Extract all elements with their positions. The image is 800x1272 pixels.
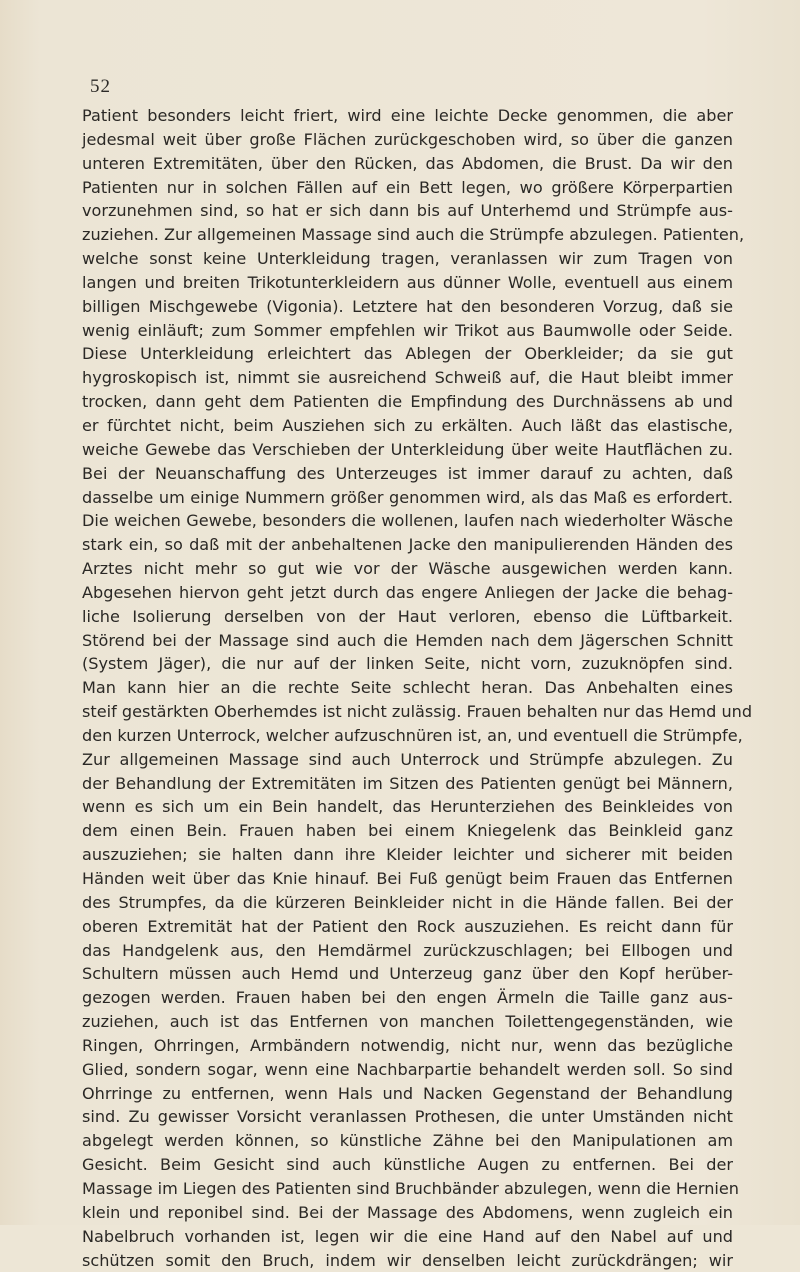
text-line: dem einen Bein. Frauen haben bei einem Kniegelenk das Beinkleid ganz xyxy=(82,819,733,843)
text-line: er fürchtet nicht, beim Ausziehen sich zu erkälten. Auch läßt das elastische, xyxy=(82,414,733,438)
text-line: Gesicht. Beim Gesicht sind auch künstliche Augen zu entfernen. Bei der xyxy=(82,1153,733,1177)
text-line: den kurzen Unterrock, welcher aufzuschnüren ist, an, und eventuell die Strümpfe, xyxy=(82,724,733,748)
text-line: gezogen werden. Frauen haben bei den engen Ärmeln die Taille ganz aus- xyxy=(82,986,733,1010)
text-line: der Behandlung der Extremitäten im Sitzen des Patienten genügt bei Männern, xyxy=(82,772,733,796)
text-line: Massage im Liegen des Patienten sind Bruchbänder abzulegen, wenn die Hernien xyxy=(82,1177,733,1201)
text-line: Patienten nur in solchen Fällen auf ein Bett legen, wo größere Körperpartien xyxy=(82,176,733,200)
text-line: liche Isolierung derselben von der Haut verloren, ebenso die Lüftbarkeit. xyxy=(82,605,733,629)
body-text xyxy=(82,104,733,1272)
text-line: Ringen, Ohrringen, Armbändern notwendig, nicht nur, wenn das bezügliche xyxy=(82,1034,733,1058)
text-line: Die weichen Gewebe, besonders die wollenen, laufen nach wiederholter Wäsche xyxy=(82,509,733,533)
text-line: Zur allgemeinen Massage sind auch Unterrock und Strümpfe abzulegen. Zu xyxy=(82,748,733,772)
text-line: des Strumpfes, da die kürzeren Beinkleider nicht in die Hände fallen. Bei der xyxy=(82,891,733,915)
text-line: zuziehen, auch ist das Entfernen von manchen Toilettengegenständen, wie xyxy=(82,1010,733,1034)
text-line: langen und breiten Trikotunterkleidern aus dünner Wolle, eventuell aus einem xyxy=(82,271,733,295)
text-line: abgelegt werden können, so künstliche Zähne bei den Manipulationen am xyxy=(82,1129,733,1153)
text-line: auszuziehen; sie halten dann ihre Kleider leichter und sicherer mit beiden xyxy=(82,843,733,867)
text-line: welche sonst keine Unterkleidung tragen, veranlassen wir zum Tragen von xyxy=(82,247,733,271)
text-line: klein und reponibel sind. Bei der Massage des Abdomens, wenn zugleich ein xyxy=(82,1201,733,1225)
text-line: stark ein, so daß mit der anbehaltenen Jacke den manipulierenden Händen des xyxy=(82,533,733,557)
text-line: hygroskopisch ist, nimmt sie ausreichend Schweiß auf, die Haut bleibt immer xyxy=(82,366,733,390)
text-line: wenn es sich um ein Bein handelt, das Herunterziehen des Beinkleides von xyxy=(82,795,733,819)
text-line: Schultern müssen auch Hemd und Unterzeug ganz über den Kopf herüber- xyxy=(82,962,733,986)
text-line: steif gestärkten Oberhemdes ist nicht zulässig. Frauen behalten nur das Hemd und xyxy=(82,700,733,724)
text-line: Störend bei der Massage sind auch die Hemden nach dem Jägerschen Schnitt xyxy=(82,629,733,653)
text-line: oberen Extremität hat der Patient den Rock auszuziehen. Es reicht dann für xyxy=(82,915,733,939)
text-line: jedesmal weit über große Flächen zurückgeschoben wird, so über die ganzen xyxy=(82,128,733,152)
text-line: sind. Zu gewisser Vorsicht veranlassen Prothesen, die unter Umständen nicht xyxy=(82,1105,733,1129)
text-line: wenig einläuft; zum Sommer empfehlen wir Trikot aus Baumwolle oder Seide. xyxy=(82,319,733,343)
text-line: das Handgelenk aus, den Hemdärmel zurückzuschlagen; bei Ellbogen und xyxy=(82,939,733,963)
text-line: Händen weit über das Knie hinauf. Bei Fuß genügt beim Frauen das Entfernen xyxy=(82,867,733,891)
text-line: Ohrringe zu entfernen, wenn Hals und Nacken Gegenstand der Behandlung xyxy=(82,1082,733,1106)
text-line: unteren Extremitäten, über den Rücken, das Abdomen, die Brust. Da wir den xyxy=(82,152,733,176)
page-number: 52 xyxy=(90,76,111,98)
text-line: billigen Mischgewebe (Vigonia). Letztere hat den besonderen Vorzug, daß sie xyxy=(82,295,733,319)
text-line: Nabelbruch vorhanden ist, legen wir die eine Hand auf den Nabel auf und xyxy=(82,1225,733,1249)
text-line: Arztes nicht mehr so gut wie vor der Wäsche ausgewichen werden kann. xyxy=(82,557,733,581)
text-line: vorzunehmen sind, so hat er sich dann bis auf Unterhemd und Strümpfe aus- xyxy=(82,199,733,223)
text-line: zuziehen. Zur allgemeinen Massage sind auch die Strümpfe abzulegen. Patienten, xyxy=(82,223,733,247)
text-line: (System Jäger), die nur auf der linken Seite, nicht vorn, zuzuknöpfen sind. xyxy=(82,652,733,676)
text-line: Abgesehen hiervon geht jetzt durch das engere Anliegen der Jacke die behag- xyxy=(82,581,733,605)
text-line: schützen somit den Bruch, indem wir denselben leicht zurückdrängen; wir xyxy=(82,1249,733,1272)
text-line: Diese Unterkleidung erleichtert das Ablegen der Oberkleider; da sie gut xyxy=(82,342,733,366)
text-line: Man kann hier an die rechte Seite schlecht heran. Das Anbehalten eines xyxy=(82,676,733,700)
text-line: dasselbe um einige Nummern größer genommen wird, als das Maß es erfordert. xyxy=(82,486,733,510)
text-line: Patient besonders leicht friert, wird eine leichte Decke genommen, die aber xyxy=(82,104,733,128)
text-line: Glied, sondern sogar, wenn eine Nachbarpartie behandelt werden soll. So sind xyxy=(82,1058,733,1082)
text-line: weiche Gewebe das Verschieben der Unterkleidung über weite Hautflächen zu. xyxy=(82,438,733,462)
text-line: trocken, dann geht dem Patienten die Empfindung des Durchnässens ab und xyxy=(82,390,733,414)
text-line: Bei der Neuanschaffung des Unterzeuges ist immer darauf zu achten, daß xyxy=(82,462,733,486)
